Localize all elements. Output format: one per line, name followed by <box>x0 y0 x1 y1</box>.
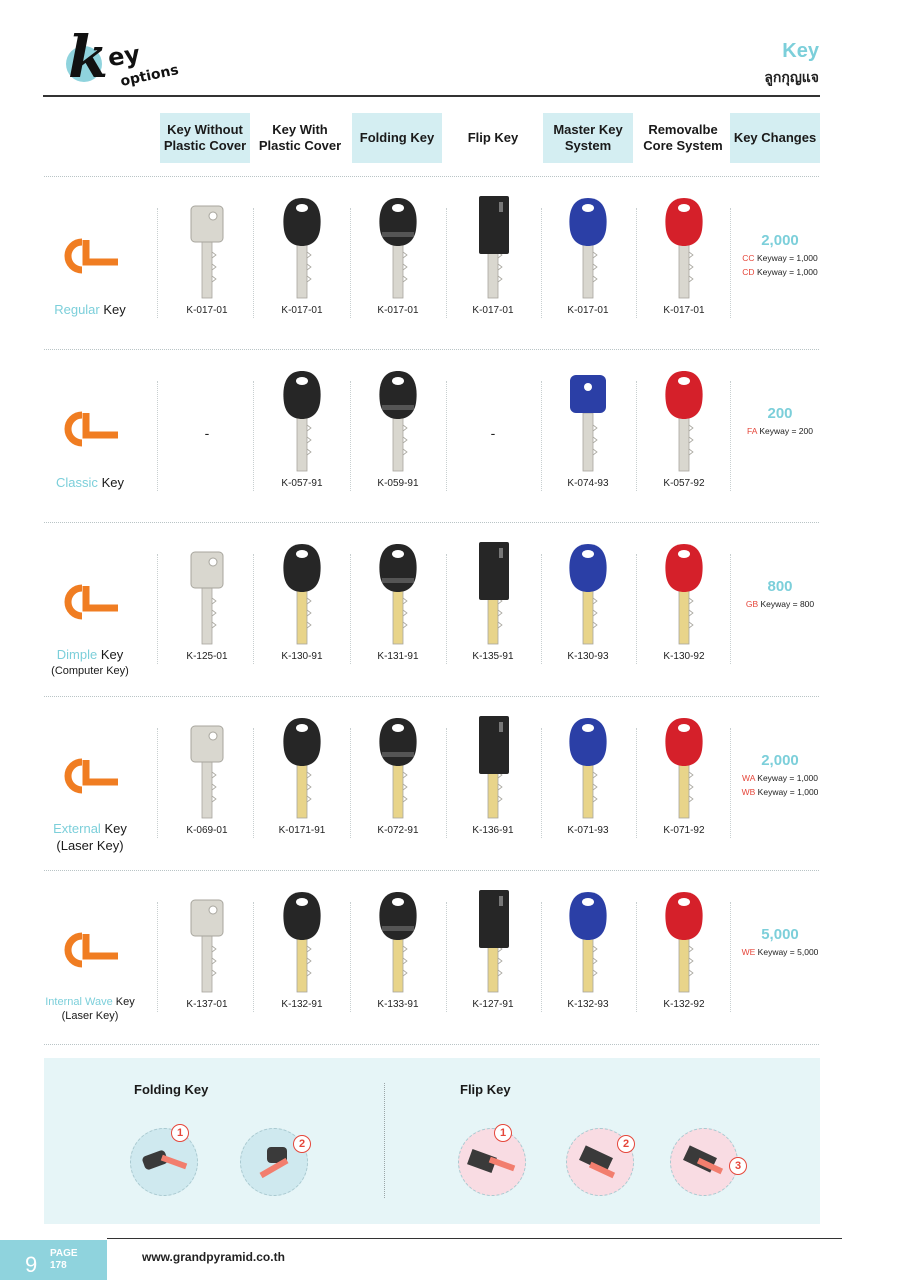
key-code: K-017-01 <box>472 305 514 316</box>
column-header-key-changes: Key Changes <box>730 113 820 163</box>
row-divider <box>44 349 819 350</box>
key-image <box>558 363 618 483</box>
logo-options: options <box>118 62 181 90</box>
column-header-removable-core: Removalbe Core System <box>638 113 728 163</box>
column-divider <box>253 902 254 1012</box>
key-image <box>368 710 428 830</box>
key-code: K-127-91 <box>472 999 514 1010</box>
key-code: K-135-91 <box>472 651 514 662</box>
step-badge: 2 <box>293 1135 311 1153</box>
row-label <box>30 821 150 855</box>
key-image <box>272 710 332 830</box>
key-code: K-071-92 <box>663 825 705 836</box>
key-code: K-125-01 <box>186 651 228 662</box>
row-divider <box>44 696 819 697</box>
key-changes-cell <box>730 578 830 612</box>
key-code: K-017-01 <box>567 305 609 316</box>
key-code: K-132-93 <box>567 999 609 1010</box>
column-divider <box>636 728 637 838</box>
column-divider <box>446 554 447 664</box>
column-divider <box>157 902 158 1012</box>
page-subtitle: ลูกกุญแจ <box>764 70 819 86</box>
row-label-title <box>30 821 150 838</box>
key-image <box>177 536 237 656</box>
keyway-line <box>730 425 830 439</box>
key-changes-cell <box>730 926 830 960</box>
column-divider <box>541 902 542 1012</box>
row-label <box>30 302 150 319</box>
key-image <box>654 190 714 310</box>
keyway-list <box>730 598 830 612</box>
column-header-without-cover: Key Without Plastic Cover <box>160 113 250 163</box>
row-label-title <box>30 647 150 664</box>
step-badge: 3 <box>729 1157 747 1175</box>
row-divider <box>44 176 819 177</box>
key-code: K-057-92 <box>663 478 705 489</box>
column-divider <box>350 554 351 664</box>
folding-step-2 <box>240 1128 308 1196</box>
key-image <box>368 363 428 483</box>
key-code: K-130-91 <box>281 651 323 662</box>
key-image <box>463 884 523 1004</box>
row-label-type: Regular <box>54 302 100 317</box>
column-divider <box>446 208 447 318</box>
column-header-flip: Flip Key <box>448 113 538 163</box>
key-code: K-131-91 <box>377 651 419 662</box>
footer-divider <box>107 1238 842 1239</box>
row-label-title <box>30 995 150 1009</box>
keyway-text: Keyway = 800 <box>760 599 815 609</box>
key-code: K-017-01 <box>281 305 323 316</box>
key-image <box>558 536 618 656</box>
column-header-with-cover: Key With Plastic Cover <box>255 113 345 163</box>
key-image <box>272 363 332 483</box>
key-image <box>558 190 618 310</box>
key-image <box>368 536 428 656</box>
keyway-code: GB <box>745 599 759 609</box>
column-divider <box>636 554 637 664</box>
website-url: www.grandpyramid.co.th <box>142 1250 285 1264</box>
not-available-dash: - <box>490 425 496 441</box>
key-image <box>463 710 523 830</box>
row-label <box>30 995 150 1024</box>
row-label <box>30 647 150 678</box>
key-code: K-074-93 <box>567 478 609 489</box>
column-divider <box>541 381 542 491</box>
page-title: Key <box>782 40 819 62</box>
key-image <box>177 190 237 310</box>
key-image <box>558 710 618 830</box>
key-code: K-059-91 <box>377 478 419 489</box>
key-image <box>654 363 714 483</box>
keyway-text: Keyway = 1,000 <box>757 786 819 797</box>
column-divider <box>157 554 158 664</box>
keyway-code: WA <box>741 773 755 783</box>
orange-cl-logo-icon <box>60 238 120 274</box>
column-divider <box>157 381 158 491</box>
keyway-line <box>730 598 830 612</box>
keyway-list <box>730 425 830 439</box>
flip-step-1 <box>458 1128 526 1196</box>
row-divider <box>44 870 819 871</box>
key-changes-count: 800 <box>767 578 793 595</box>
keyway-list <box>730 252 830 279</box>
row-label-type: Dimple <box>56 647 98 662</box>
key-image <box>177 884 237 1004</box>
column-divider <box>253 554 254 664</box>
flip-step-2 <box>566 1128 634 1196</box>
key-image <box>272 190 332 310</box>
keyway-text: Keyway = 1,000 <box>756 253 818 263</box>
page-number: 9 <box>25 1252 38 1277</box>
key-code: K-017-01 <box>186 305 228 316</box>
key-image <box>272 536 332 656</box>
key-code: K-132-91 <box>281 999 323 1010</box>
key-diagram-icon <box>459 1129 527 1197</box>
panel-divider <box>384 1083 385 1198</box>
key-image <box>654 536 714 656</box>
key-image <box>368 190 428 310</box>
key-code: K-133-91 <box>377 999 419 1010</box>
row-label-key: Key <box>115 996 135 1008</box>
column-divider <box>541 728 542 838</box>
keyway-code: WE <box>741 947 756 957</box>
column-divider <box>636 381 637 491</box>
keyway-list <box>730 946 830 960</box>
keyway-line <box>730 252 830 266</box>
page-heading <box>764 40 819 89</box>
key-code: K-057-91 <box>281 478 323 489</box>
not-available-dash: - <box>204 425 210 441</box>
column-divider <box>157 208 158 318</box>
key-code: K-132-92 <box>663 999 705 1010</box>
row-label <box>30 475 150 492</box>
keyway-code: CC <box>742 253 755 263</box>
step-badge: 1 <box>171 1124 189 1142</box>
keyway-text: Keyway = 1,000 <box>757 773 819 783</box>
row-divider <box>44 522 819 523</box>
column-divider <box>636 902 637 1012</box>
key-changes-count: 200 <box>767 405 793 422</box>
column-header-master: Master Key System <box>543 113 633 163</box>
key-code: K-071-93 <box>567 825 609 836</box>
keyway-line <box>730 786 830 800</box>
orange-cl-logo-icon <box>60 932 120 968</box>
step-badge: 2 <box>617 1135 635 1153</box>
flip-step-3 <box>670 1128 742 1196</box>
key-changes-cell <box>730 752 830 799</box>
flip-key-title: Flip Key <box>460 1082 511 1097</box>
row-label-key: Key <box>104 821 127 836</box>
key-image <box>368 884 428 1004</box>
key-changes-cell <box>730 232 830 279</box>
keyway-text: Keyway = 200 <box>759 426 813 436</box>
column-divider <box>253 381 254 491</box>
column-divider <box>253 728 254 838</box>
orange-cl-logo-icon <box>60 411 120 447</box>
step-badge: 1 <box>494 1124 512 1142</box>
key-image <box>654 884 714 1004</box>
column-divider <box>446 381 447 491</box>
column-divider <box>541 554 542 664</box>
row-label-subtitle: (Laser Key) <box>61 1010 119 1023</box>
key-code: K-017-01 <box>663 305 705 316</box>
row-label-title <box>30 302 150 319</box>
folding-step-1 <box>130 1128 198 1196</box>
key-image <box>463 190 523 310</box>
row-label-title <box>30 475 150 492</box>
row-label-type: Classic <box>56 475 98 490</box>
key-code: K-136-91 <box>472 825 514 836</box>
keyway-text: Keyway = 1,000 <box>756 266 818 277</box>
key-image <box>272 884 332 1004</box>
column-divider <box>446 902 447 1012</box>
key-code: K-137-01 <box>186 999 228 1010</box>
page-total: 178 <box>50 1260 67 1271</box>
key-code: K-130-93 <box>567 651 609 662</box>
row-divider <box>44 1044 819 1045</box>
key-image <box>463 536 523 656</box>
column-divider <box>350 728 351 838</box>
keyway-line <box>730 946 830 960</box>
key-code: K-072-91 <box>377 825 419 836</box>
key-changes-count: 5,000 <box>761 926 799 943</box>
orange-cl-logo-icon <box>60 758 120 794</box>
key-code: K-130-92 <box>663 651 705 662</box>
row-label-key: Key <box>101 475 124 490</box>
keyway-line <box>730 266 830 280</box>
orange-cl-logo-icon <box>60 584 120 620</box>
column-divider <box>636 208 637 318</box>
row-label-key: Key <box>100 647 124 662</box>
row-label-subtitle: (Computer Key) <box>51 664 129 677</box>
row-label-type: Internal Wave <box>45 996 113 1008</box>
column-divider <box>350 902 351 1012</box>
keyway-line <box>730 772 830 786</box>
keyway-code: WB <box>741 786 756 797</box>
folding-key-title: Folding Key <box>134 1082 209 1097</box>
column-divider <box>253 208 254 318</box>
keyway-code: FA <box>747 426 757 436</box>
key-code: K-069-01 <box>186 825 228 836</box>
brand-logo <box>60 20 210 90</box>
logo-letter-k: k <box>68 23 109 91</box>
key-changes-count: 2,000 <box>761 752 799 769</box>
key-code: K-017-01 <box>377 305 419 316</box>
column-header-folding: Folding Key <box>352 113 442 163</box>
column-divider <box>541 208 542 318</box>
column-divider <box>157 728 158 838</box>
key-changes-cell <box>730 405 830 439</box>
key-code: K-0171-91 <box>278 825 326 836</box>
column-divider <box>350 381 351 491</box>
keyway-list <box>730 772 830 799</box>
page-label <box>50 1248 78 1272</box>
key-changes-count: 2,000 <box>761 232 799 249</box>
row-label-type: External <box>53 821 101 836</box>
column-divider <box>446 728 447 838</box>
key-diagram-icon <box>131 1129 199 1197</box>
page-label-text: PAGE <box>50 1248 78 1259</box>
header-divider <box>43 95 820 97</box>
row-label-key: Key <box>103 302 126 317</box>
keyway-text: Keyway = 5,000 <box>757 947 819 957</box>
key-image <box>558 884 618 1004</box>
key-image <box>177 710 237 830</box>
logo-letters-ey: ey <box>106 39 142 73</box>
key-image <box>654 710 714 830</box>
column-divider <box>350 208 351 318</box>
row-label-subtitle: (Laser Key) <box>56 837 124 853</box>
keyway-code: CD <box>742 266 755 277</box>
